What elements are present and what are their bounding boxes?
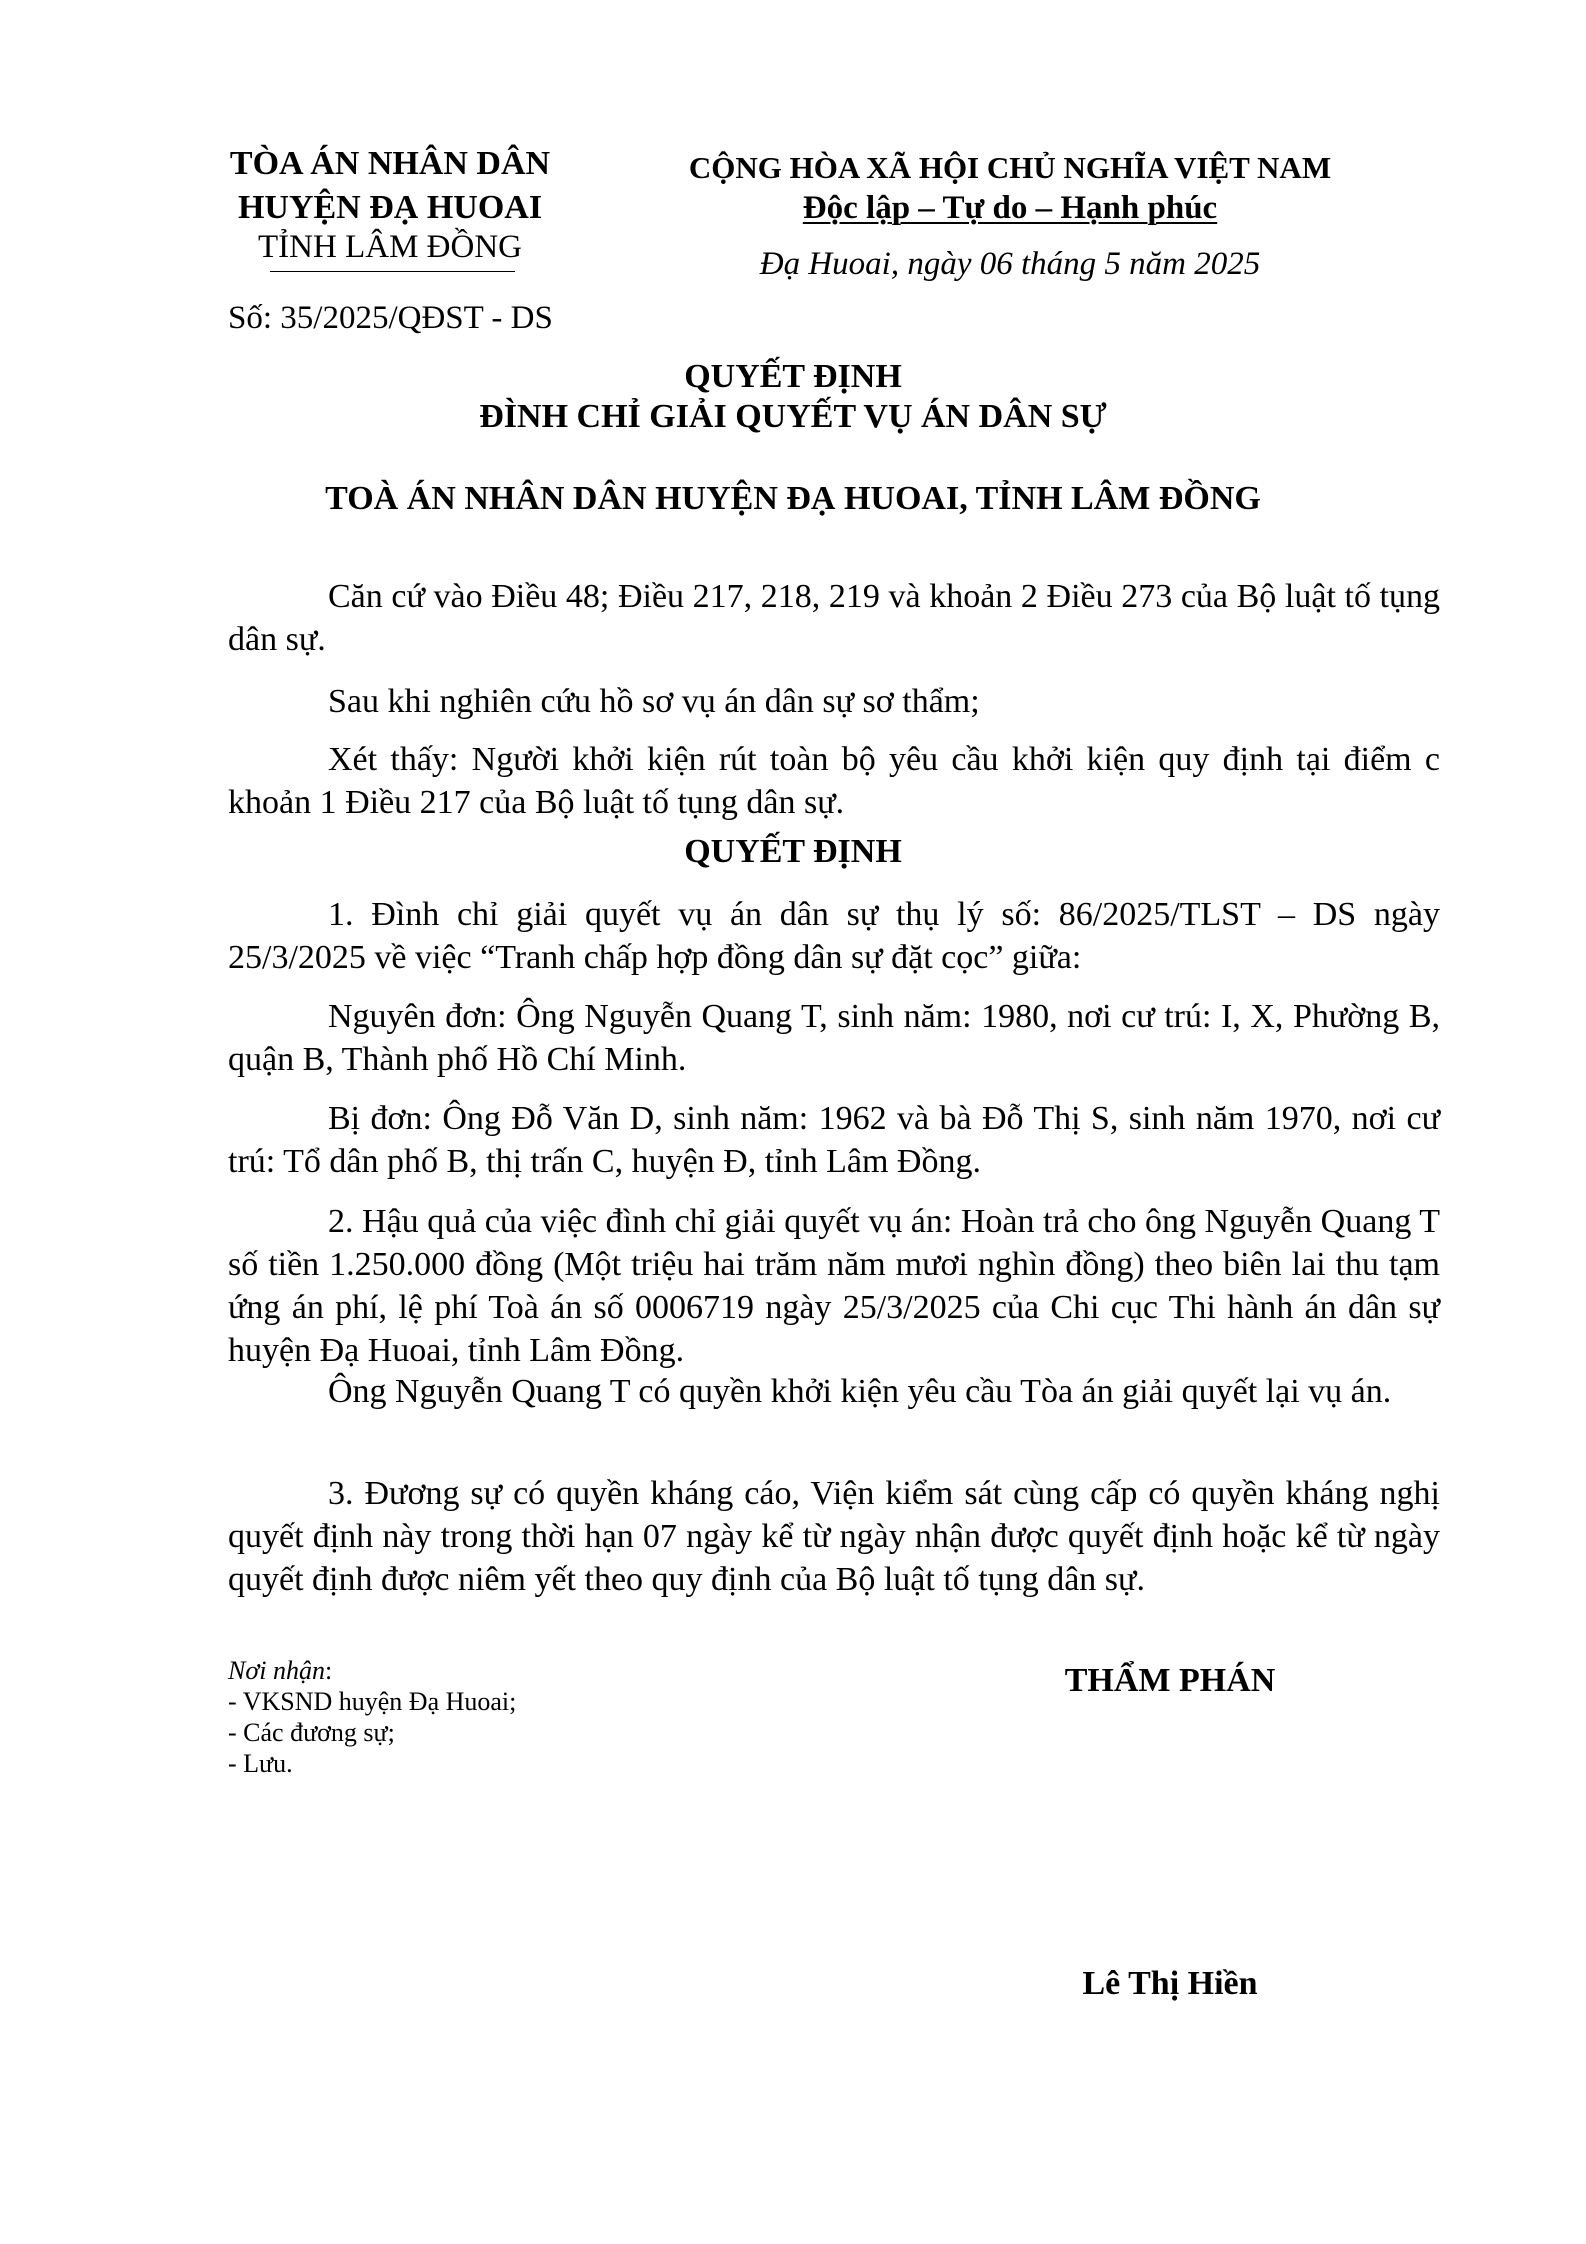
decision-heading: QUYẾT ĐỊNH (684, 833, 902, 870)
recipient-item: - Các đương sự; (228, 1718, 395, 1747)
court-name-line3: TỈNH LÂM ĐỒNG (258, 229, 522, 265)
place-and-date: Đạ Huoai, ngày 06 tháng 5 năm 2025 (759, 246, 1261, 282)
preamble-paragraph-3: Xét thấy: Người khởi kiện rút toàn bộ yêu cầu khởi kiện quy định tại điểm c khoản 1 Điều 217 của Bộ luật tố tụng dân sự. (228, 741, 1440, 821)
court-underline-divider (270, 271, 515, 272)
recipients-block (228, 1655, 516, 1779)
recipients-label-line (228, 1655, 516, 1686)
decision-paragraph-plaintiff: Nguyên đơn: Ông Nguyễn Quang T, sinh năm: 1980, nơi cư trú: I, X, Phường B, quận B, Thành phố Hồ Chí Minh. (228, 998, 1440, 1078)
recipient-item: - Lưu. (228, 1749, 293, 1778)
decision-paragraph-3: 3. Đương sự có quyền kháng cáo, Viện kiểm sát cùng cấp có quyền kháng nghị quyết định này trong thời hạn 07 ngày kể từ ngày nhận được quyết định hoặc kể từ ngày quyết định được niêm yết theo quy định của Bộ luật tố tụng dân sự. (228, 1475, 1440, 1598)
document-title: QUYẾT ĐỊNH (684, 358, 902, 395)
document-subtitle: ĐÌNH CHỈ GIẢI QUYẾT VỤ ÁN DÂN SỰ (479, 398, 1107, 435)
decision-paragraph-2: 2. Hậu quả của việc đình chỉ giải quyết vụ án: Hoàn trả cho ông Nguyễn Quang T số tiền 1.250.000 đồng (Một triệu hai trăm năm mươi nghìn đồng) theo biên lai thu tạm ứng án phí, lệ phí Toà án số 0006719 ngày 25/3/2025 của Chi cục Thi hành án dân sự huyện Đạ Huoai, tỉnh Lâm Đồng. (228, 1203, 1440, 1369)
signature-title: THẨM PHÁN (1064, 1662, 1276, 1699)
national-motto (660, 190, 1360, 227)
recipients-label: Nơi nhận (228, 1656, 325, 1685)
court-name-line1: TÒA ÁN NHÂN DÂN (229, 145, 551, 182)
decision-paragraph-defendant: Bị đơn: Ông Đỗ Văn D, sinh năm: 1962 và bà Đỗ Thị S, sinh năm 1970, nơi cư trú: Tổ dân phố B, thị trấn C, huyện Đ, tỉnh Lâm Đồng. (228, 1100, 1440, 1180)
preamble-paragraph-2: Sau khi nghiên cứu hồ sơ vụ án dân sự sơ thẩm; (328, 683, 980, 720)
signature-name: Lê Thị Hiền (1082, 1965, 1258, 2002)
decision-paragraph-1: 1. Đình chỉ giải quyết vụ án dân sự thụ lý số: 86/2025/TLST – DS ngày 25/3/2025 về việc “Tranh chấp hợp đồng dân sự đặt cọc” giữa: (228, 896, 1440, 976)
issuing-court-heading: TOÀ ÁN NHÂN DÂN HUYỆN ĐẠ HUOAI, TỈNH LÂM ĐỒNG (325, 480, 1261, 517)
recipient-item: - VKSND huyện Đạ Huoai; (228, 1687, 517, 1716)
document-number: Số: 35/2025/QĐST - DS (228, 300, 553, 336)
preamble-paragraph-1: Căn cứ vào Điều 48; Điều 217, 218, 219 và khoản 2 Điều 273 của Bộ luật tố tụng dân sự. (228, 578, 1440, 658)
decision-paragraph-right: Ông Nguyễn Quang T có quyền khởi kiện yêu cầu Tòa án giải quyết lại vụ án. (328, 1373, 1392, 1410)
national-title: CỘNG HÒA XÃ HỘI CHỦ NGHĨA VIỆT NAM (688, 150, 1332, 185)
recipients-colon: : (324, 1656, 333, 1685)
national-motto-text: Độc lập – Tự do – Hạnh phúc (802, 190, 1218, 226)
court-name-line2: HUYỆN ĐẠ HUOAI (237, 189, 543, 226)
